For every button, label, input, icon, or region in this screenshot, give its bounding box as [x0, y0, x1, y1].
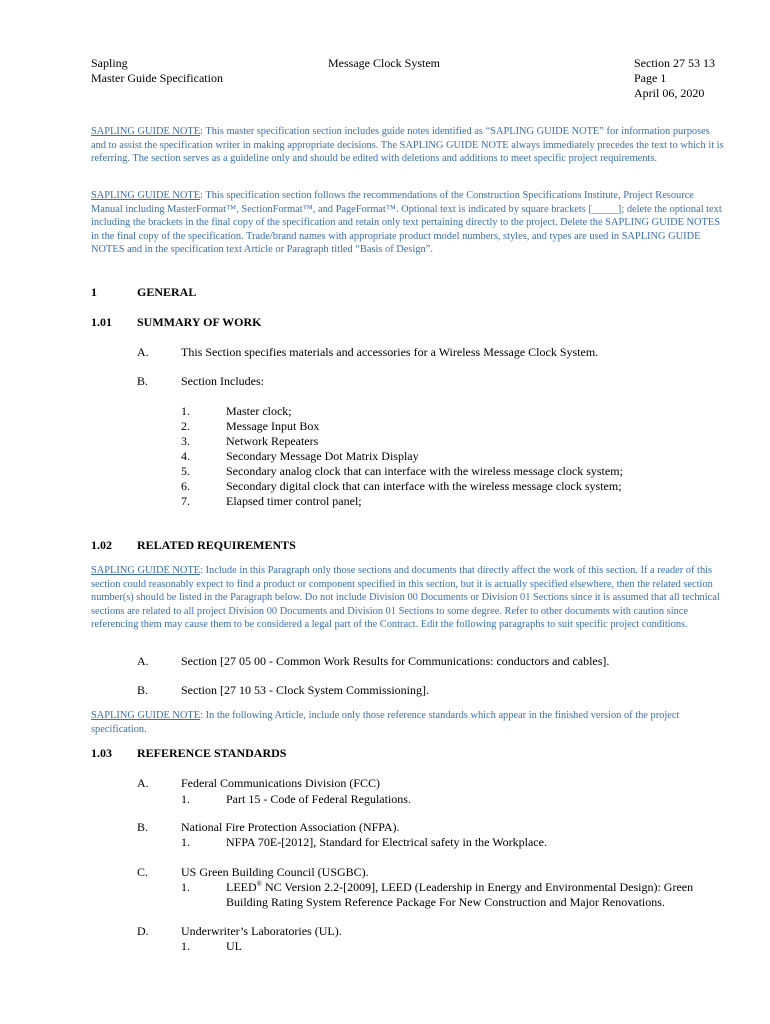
guide-note-tag: SAPLING GUIDE NOTE — [91, 190, 201, 201]
paragraph-label: A. — [137, 654, 149, 668]
list-item-number: 6. — [181, 479, 190, 493]
paragraph-text: This Section specifies materials and accessories for a Wireless Message Clock System. — [181, 345, 599, 359]
paragraph-text: National Fire Protection Association (NFPA). — [181, 820, 400, 834]
list-item-number: 1. — [181, 404, 190, 418]
paragraph-text: Section Includes: — [181, 374, 264, 388]
guide-note-3 — [91, 564, 725, 632]
list-item-text: Secondary analog clock that can interface with the wireless message clock system; — [226, 464, 623, 478]
header-doc-type: Master Guide Specification — [91, 71, 223, 85]
guide-note-tag: SAPLING GUIDE NOTE — [91, 565, 201, 576]
article-title: REFERENCE STANDARDS — [137, 746, 287, 760]
page-header — [91, 56, 722, 104]
header-left — [91, 56, 223, 86]
article-number: 1.02 — [91, 538, 112, 552]
header-right — [634, 56, 715, 101]
paragraph-label: B. — [137, 374, 149, 388]
article-number: 1.01 — [91, 315, 112, 329]
leed-text: LEED — [226, 880, 257, 894]
paragraph-label: B. — [137, 820, 149, 834]
leed-text-rest: NC Version 2.2-[2009], LEED (Leadership in Energy and Environmental Design): Green — [261, 880, 694, 894]
header-title: Message Clock System — [328, 56, 440, 70]
list-item-text: Secondary Message Dot Matrix Display — [226, 449, 419, 463]
article-title: RELATED REQUIREMENTS — [137, 538, 296, 552]
guide-note-text: : This master specification section includes guide notes identified as “SAPLING GUIDE NOTE” for information purposes and to assist the specification writer in making appropriate decisions. The SAPLING GUIDE NOTE always immediately precedes the text to which it is referring. The section serves as a guideline only and should be edited with deletions and additions to meet specific project requirements. — [91, 126, 724, 164]
list-item-text-continued: Building Rating System Reference Package For New Construction and Major Renovations. — [226, 895, 665, 909]
guide-note-1 — [91, 125, 725, 166]
guide-note-text: : Include in this Paragraph only those sections and documents that directly affect the work of this section. If a reader of this section could reasonably expect to find a product or component specified in this section, but it is actually specified elsewhere, then the related section number(s) should be listed in the Paragraph below. Do not include Division 00 Documents or Division 01 Sections since it is assumed that all technical sections are related to all project Division 00 Documents and Division 01 Sections to some degree. Refer to other documents with caution since referencing them may cause them to be considered a legal part of the Contract. Edit the following paragraphs to suit specific project conditions. — [91, 565, 720, 630]
registered-mark: ® — [256, 880, 262, 888]
paragraph-text: US Green Building Council (USGBC). — [181, 865, 369, 879]
list-item-number: 3. — [181, 434, 190, 448]
guide-note-text: : In the following Article, include only those reference standards which appear in the finished version of the project specification. — [91, 710, 680, 735]
paragraph-text: Section [27 05 00 - Common Work Results for Communications: conductors and cables]. — [181, 654, 610, 668]
part-title: GENERAL — [137, 285, 197, 299]
list-item-number: 4. — [181, 449, 190, 463]
paragraph-label: A. — [137, 345, 149, 359]
article-title: SUMMARY OF WORK — [137, 315, 262, 329]
list-item-text — [226, 880, 693, 895]
list-item-text: NFPA 70E-[2012], Standard for Electrical safety in the Workplace. — [226, 835, 547, 849]
paragraph-label: D. — [137, 924, 149, 938]
guide-note-4 — [91, 709, 725, 736]
part-number: 1 — [91, 285, 97, 299]
guide-note-text: : This specification section follows the recommendations of the Construction Specifications Institute, Project Resource Manual including MasterFormat™, SectionFormat™, and PageFormat™. Optional text is indicated by square brackets [_____]; delete the optional text including the brackets in the final copy of the specification and retain only text pertaining directly to the project. Delete the SAPLING GUIDE NOTES in the final copy of the specification. Trade/brand names with appropriate product model numbers, styles, and types are used in SAPLING GUIDE NOTES and in the specification text Article or Paragraph titled “Basis of Design”. — [91, 190, 722, 255]
paragraph-text: Federal Communications Division (FCC) — [181, 776, 380, 790]
list-item-number: 1. — [181, 939, 190, 953]
list-item-number: 7. — [181, 494, 190, 508]
paragraph-text: Section [27 10 53 - Clock System Commissioning]. — [181, 683, 429, 697]
guide-note-tag: SAPLING GUIDE NOTE — [91, 126, 201, 137]
header-section-number: Section 27 53 13 — [634, 56, 715, 70]
paragraph-label: A. — [137, 776, 149, 790]
list-item-text: Secondary digital clock that can interface with the wireless message clock system; — [226, 479, 622, 493]
list-item-number: 2. — [181, 419, 190, 433]
list-item-text: Part 15 - Code of Federal Regulations. — [226, 792, 411, 806]
list-item-text: UL — [226, 939, 242, 953]
list-item-text: Master clock; — [226, 404, 292, 418]
header-page-number: Page 1 — [634, 71, 667, 85]
paragraph-text: Underwriter’s Laboratories (UL). — [181, 924, 342, 938]
guide-note-tag: SAPLING GUIDE NOTE — [91, 710, 201, 721]
paragraph-label: B. — [137, 683, 149, 697]
list-item-text: Network Repeaters — [226, 434, 319, 448]
list-item-number: 1. — [181, 880, 190, 894]
list-item-number: 5. — [181, 464, 190, 478]
list-item-text: Message Input Box — [226, 419, 320, 433]
list-item-number: 1. — [181, 835, 190, 849]
header-company: Sapling — [91, 56, 128, 70]
list-item-number: 1. — [181, 792, 190, 806]
paragraph-label: C. — [137, 865, 149, 879]
header-date: April 06, 2020 — [634, 86, 705, 100]
guide-note-2 — [91, 189, 725, 257]
list-item-text: Elapsed timer control panel; — [226, 494, 362, 508]
article-number: 1.03 — [91, 746, 112, 760]
